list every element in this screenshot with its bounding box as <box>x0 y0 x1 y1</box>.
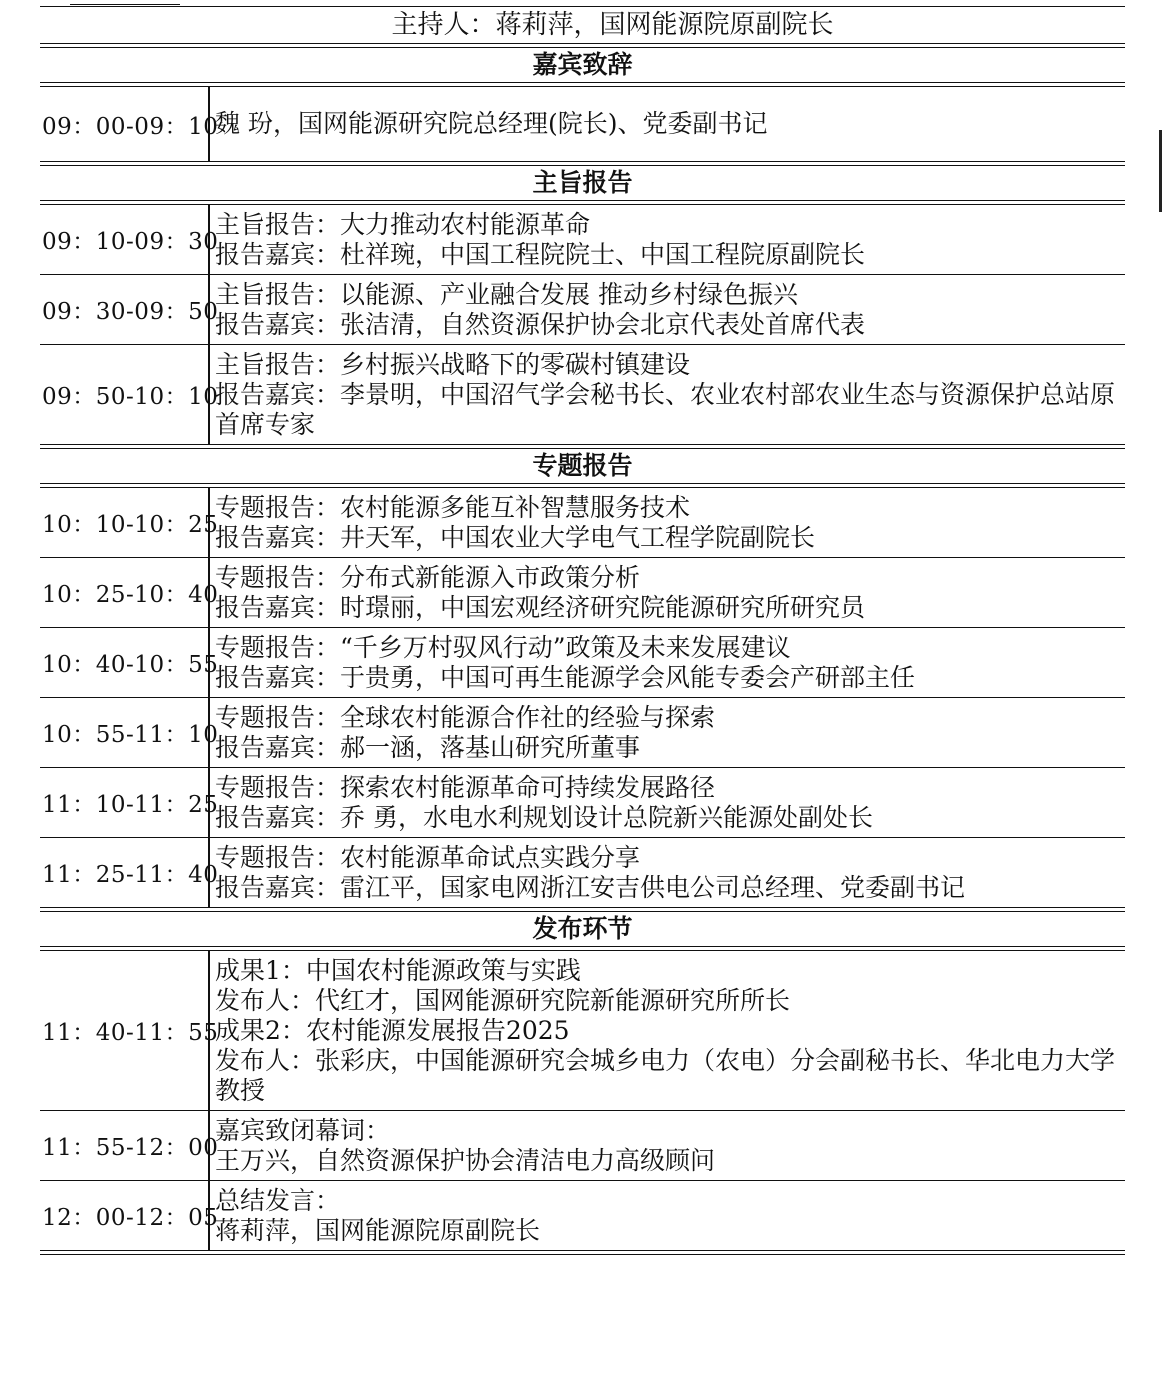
content-line: 报告嘉宾：郝一涵，落基山研究所董事 <box>215 733 641 762</box>
divider <box>40 1250 1125 1255</box>
time-slot: 11：40-11：55 <box>40 951 210 1110</box>
agenda-content <box>210 488 1125 557</box>
content-line: 主旨报告：以能源、产业融合发展 推动乡村绿色振兴 <box>215 280 798 309</box>
time-slot: 09：50-10：10 <box>40 345 210 444</box>
time-slot: 10：10-10：25 <box>40 488 210 557</box>
agenda-content <box>210 1111 1125 1180</box>
content-line: 发布人：张彩庆，中国能源研究会城乡电力（农电）分会副秘书长、华北电力大学教授 <box>215 1046 1116 1105</box>
section-title: 嘉宾致辞 <box>532 50 633 79</box>
content-line: 报告嘉宾：杜祥琬，中国工程院院士、中国工程院原副院长 <box>215 240 866 269</box>
content-line: 总结发言： <box>215 1186 341 1215</box>
content-line: 专题报告：农村能源多能互补智慧服务技术 <box>215 493 691 522</box>
time-slot: 10：25-10：40 <box>40 558 210 627</box>
host-line: 主持人：蒋莉萍，国网能源院原副院长 <box>391 10 834 40</box>
content-line: 蒋莉萍，国网能源院原副院长 <box>215 1216 541 1245</box>
agenda-row <box>40 205 1125 274</box>
time-slot: 09：00-09：10 <box>40 87 210 161</box>
section-title: 专题报告 <box>532 451 633 480</box>
agenda-row <box>40 951 1125 1110</box>
agenda-row <box>40 488 1125 557</box>
content-line: 报告嘉宾：于贵勇，中国可再生能源学会风能专委会产研部主任 <box>215 663 916 692</box>
agenda-row <box>40 1111 1125 1180</box>
agenda-content <box>210 768 1125 837</box>
content-line: 报告嘉宾：张洁清，自然资源保护协会北京代表处首席代表 <box>215 310 866 339</box>
section-title: 发布环节 <box>532 914 633 943</box>
agenda-content <box>210 1181 1125 1250</box>
top-cut-border <box>70 0 180 5</box>
agenda-row <box>40 558 1125 627</box>
content-line: 嘉宾致闭幕词： <box>215 1116 391 1145</box>
content-line: 主旨报告：大力推动农村能源革命 <box>215 210 591 239</box>
agenda-content <box>210 628 1125 697</box>
agenda-row <box>40 838 1125 907</box>
content-line: 专题报告：农村能源革命试点实践分享 <box>215 843 641 872</box>
agenda-content <box>210 205 1125 274</box>
agenda-row <box>40 1181 1125 1250</box>
time-slot: 12：00-12：05 <box>40 1181 210 1250</box>
content-line: 报告嘉宾：雷江平，国家电网浙江安吉供电公司总经理、党委副书记 <box>215 873 966 902</box>
time-slot: 11：55-12：00 <box>40 1111 210 1180</box>
agenda-row <box>40 768 1125 837</box>
agenda-row <box>40 275 1125 344</box>
agenda-content <box>210 87 1125 161</box>
agenda-content <box>210 558 1125 627</box>
agenda-content <box>210 345 1125 444</box>
content-line: 报告嘉宾：井天军，中国农业大学电气工程学院副院长 <box>215 523 816 552</box>
content-line: 报告嘉宾：乔 勇，水电水利规划设计总院新兴能源处副处长 <box>215 803 873 832</box>
agenda-row <box>40 698 1125 767</box>
time-slot: 10：40-10：55 <box>40 628 210 697</box>
content-line: 专题报告：探索农村能源革命可持续发展路径 <box>215 773 716 802</box>
content-line: 报告嘉宾：李景明，中国沼气学会秘书长、农业农村部农业生态与资源保护总站原首席专家 <box>215 380 1116 439</box>
content-line: 主旨报告：乡村振兴战略下的零碳村镇建设 <box>215 350 691 379</box>
agenda-sections <box>40 48 1125 1255</box>
time-slot: 09：10-09：30 <box>40 205 210 274</box>
agenda-table <box>40 6 1125 1255</box>
content-line: 专题报告：分布式新能源入市政策分析 <box>215 563 641 592</box>
agenda-content <box>210 951 1125 1110</box>
agenda-row <box>40 87 1125 161</box>
time-slot: 10：55-11：10 <box>40 698 210 767</box>
content-line: 专题报告：全球农村能源合作社的经验与探索 <box>215 703 716 732</box>
content-line: 王万兴，自然资源保护协会清洁电力高级顾问 <box>215 1146 716 1175</box>
time-slot: 09：30-09：50 <box>40 275 210 344</box>
agenda-content <box>210 698 1125 767</box>
time-slot: 11：10-11：25 <box>40 768 210 837</box>
content-line: 魏 玢，国网能源研究院总经理(院长)、党委副书记 <box>215 109 768 138</box>
agenda-content <box>210 275 1125 344</box>
agenda-row <box>40 345 1125 444</box>
content-line: 报告嘉宾：时璟丽，中国宏观经济研究院能源研究所研究员 <box>215 593 866 622</box>
content-line: 成果1：中国农村能源政策与实践 <box>215 956 581 985</box>
content-line: 发布人：代红才，国网能源研究院新能源研究所所长 <box>215 986 791 1015</box>
agenda-row <box>40 628 1125 697</box>
content-line: 专题报告：“千乡万村驭风行动”政策及未来发展建议 <box>215 633 791 662</box>
time-slot: 11：25-11：40 <box>40 838 210 907</box>
section-title: 主旨报告 <box>532 168 633 197</box>
agenda-content <box>210 838 1125 907</box>
content-line: 成果2：农村能源发展报告2025 <box>215 1016 570 1045</box>
